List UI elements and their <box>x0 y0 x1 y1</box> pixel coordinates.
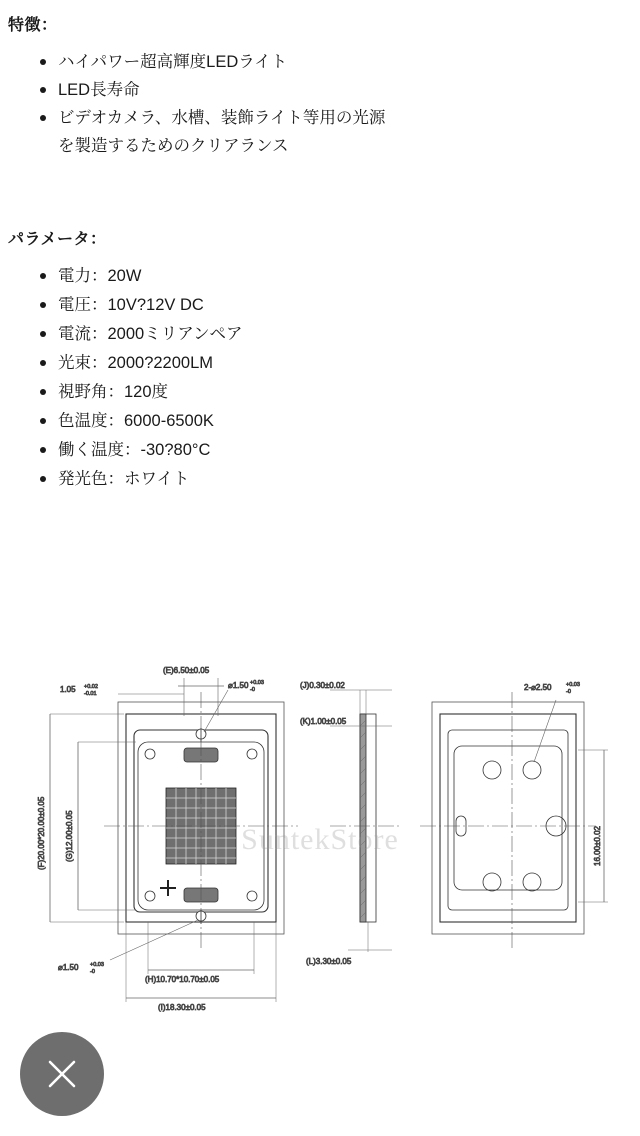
dim-e: (E)6.50±0.05 <box>163 666 210 675</box>
list-item: LED長寿命 <box>30 76 390 104</box>
list-item: 電力：20W <box>30 262 430 291</box>
list-item: 発光色：ホワイト <box>30 465 430 494</box>
parameters-list <box>30 262 430 494</box>
dim-105: 1.05 <box>60 685 76 694</box>
dim-dia-150-bottom-tol-lower: -0 <box>90 969 95 975</box>
dim-dia-150-top-tol-upper: +0.03 <box>250 680 264 686</box>
dim-dia-150-top: ⌀1.50 <box>228 681 249 690</box>
dim-105-tol-lower: -0.01 <box>84 691 97 697</box>
list-item: ビデオカメラ、水槽、装飾ライト等用の光源を製造するためのクリアランス <box>30 104 390 160</box>
dim-dia-150-bottom-tol-upper: +0.03 <box>90 962 104 968</box>
dim-two-dia-tol-lower: -0 <box>566 689 571 695</box>
list-item: 光束：2000?2200LM <box>30 349 430 378</box>
dim-dia-150-top-tol-lower: -0 <box>250 687 255 693</box>
list-item: 電流：2000ミリアンペア <box>30 320 430 349</box>
features-list <box>30 48 390 160</box>
dim-g: (G)12.00±0.05 <box>65 810 74 862</box>
dim-l: (L)3.30±0.05 <box>306 957 352 966</box>
dim-105-tol-upper: +0.02 <box>84 684 98 690</box>
list-item: 働く温度：-30?80°C <box>30 436 430 465</box>
parameters-section-title: パラメータ： <box>8 231 107 248</box>
dim-f: (F)20.00*20.00±0.05 <box>37 796 46 870</box>
list-item: 電圧：10V?12V DC <box>30 291 430 320</box>
technical-drawing-svg <box>0 630 640 1050</box>
list-item: 色温度：6000-6500K <box>30 407 430 436</box>
dim-h: (H)10.70*10.70±0.05 <box>145 975 220 984</box>
dim-two-dia-tol-upper: +0.03 <box>566 682 580 688</box>
technical-drawing <box>0 630 640 1050</box>
features-section-title: 特徴： <box>8 17 58 34</box>
list-item: ハイパワー超高輝度LEDライト <box>30 48 390 76</box>
dim-k: (K)1.00±0.05 <box>300 717 347 726</box>
list-item: 視野角：120度 <box>30 378 430 407</box>
watermark: SuntekStore <box>241 823 399 856</box>
close-button[interactable] <box>20 1032 104 1116</box>
dim-i: (I)18.30±0.05 <box>158 1003 206 1012</box>
dim-dia-150-bottom: ⌀1.50 <box>58 963 79 972</box>
dim-right: 16.00±0.02 <box>593 826 602 866</box>
dim-two-dia: 2-⌀2.50 <box>524 683 552 692</box>
close-icon <box>42 1054 82 1094</box>
dim-j: (J)0.30±0.02 <box>300 681 345 690</box>
